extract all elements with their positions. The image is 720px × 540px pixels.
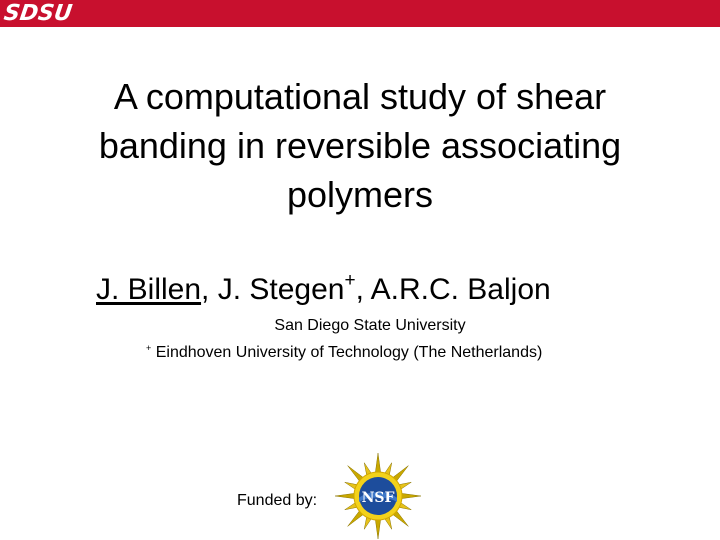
title-line-2: banding in reversible associating bbox=[98, 125, 622, 166]
author-2: , J. Stegen bbox=[201, 273, 345, 306]
affiliation-marker: + bbox=[344, 270, 356, 291]
author-list bbox=[96, 272, 551, 308]
affiliation-eindhoven bbox=[146, 343, 542, 363]
sunburst-ray bbox=[400, 493, 421, 499]
author-3: , A.R.C. Baljon bbox=[355, 273, 551, 306]
affiliation-sdsu: San Diego State University bbox=[274, 317, 466, 334]
presenting-author: J. Billen bbox=[96, 273, 202, 306]
affiliation-marker-2: + bbox=[146, 343, 152, 353]
sunburst-ray bbox=[375, 453, 381, 474]
title-line-1: A computational study of shear bbox=[113, 76, 607, 117]
title-line-3: polymers bbox=[286, 174, 434, 215]
sunburst-ray bbox=[335, 493, 356, 499]
funded-by-label: Funded by: bbox=[237, 492, 318, 509]
header-bar bbox=[0, 0, 720, 27]
sdsu-logo: SDSU bbox=[2, 1, 74, 26]
nsf-logo bbox=[332, 452, 424, 540]
slide-title bbox=[40, 72, 680, 219]
nsf-logo-text: NSF bbox=[361, 490, 395, 506]
affiliation-eindhoven-text: Eindhoven University of Technology (The Netherlands) bbox=[151, 344, 543, 361]
sunburst-ray bbox=[375, 518, 381, 539]
